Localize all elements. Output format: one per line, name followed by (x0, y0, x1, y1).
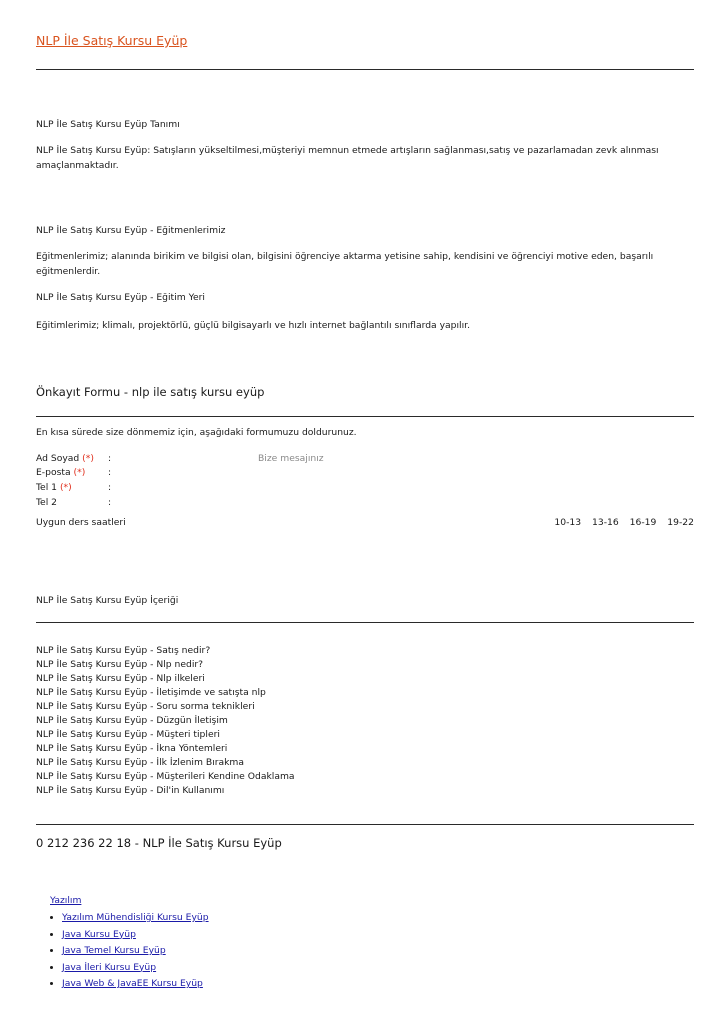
list-item: NLP İle Satış Kursu Eyüp - İlk İzlenim Bırakma (36, 757, 245, 768)
list-item (62, 976, 209, 993)
field-colon: : (108, 453, 112, 464)
field-label: Tel 2 (36, 497, 58, 508)
footer-links (50, 895, 209, 993)
list-item (62, 910, 209, 927)
footer-link[interactable]: Yazılım Mühendisliği Kursu Eyüp (62, 912, 209, 923)
trainers-body: Eğitmenlerimiz; alanında birikim ve bilgisi olan, bilgisini öğrenciye aktarma yetisine sahip, kendisini ve öğrenciyi motive eden, başarılı eğitmenlerdir. (36, 251, 654, 277)
hours-options (546, 517, 694, 528)
field-phone2-label (36, 497, 57, 508)
trainers-heading: NLP İle Satış Kursu Eyüp - Eğitmenlerimiz (36, 225, 226, 236)
list-item: NLP İle Satış Kursu Eyüp - Düzgün İletişim (36, 715, 228, 726)
field-name-label (36, 453, 94, 464)
message-textarea[interactable]: Bize mesajınız (258, 453, 324, 464)
footer-category-link[interactable]: Yazılım (50, 895, 82, 906)
field-colon: : (108, 467, 112, 478)
divider (36, 824, 694, 825)
list-item: NLP İle Satış Kursu Eyüp - Müşteri tipleri (36, 729, 220, 740)
footer-link[interactable]: Java Web & JavaEE Kursu Eyüp (62, 978, 203, 989)
hours-label: Uygun ders saatleri (36, 517, 126, 528)
form-intro: En kısa sürede size dönmemiz için, aşağıdaki formumuzu doldurunuz. (36, 427, 357, 438)
field-email-label (36, 467, 85, 478)
divider (36, 622, 694, 623)
list-item: NLP İle Satış Kursu Eyüp - İkna Yöntemleri (36, 743, 228, 754)
page-title-link[interactable]: NLP İle Satış Kursu Eyüp (36, 33, 188, 48)
venue-heading: NLP İle Satış Kursu Eyüp - Eğitim Yeri (36, 292, 205, 303)
list-item: NLP İle Satış Kursu Eyüp - İletişimde ve satışta nlp (36, 687, 266, 698)
field-phone1-label (36, 482, 72, 493)
required-marker: (*) (73, 467, 86, 478)
contents-heading: NLP İle Satış Kursu Eyüp İçeriği (36, 595, 179, 606)
list-item: NLP İle Satış Kursu Eyüp - Dil'in Kullanımı (36, 785, 225, 796)
hour-option[interactable]: 10-13 (554, 517, 582, 528)
hour-option[interactable]: 19-22 (667, 517, 694, 528)
contents-list (36, 644, 295, 798)
intro-heading: NLP İle Satış Kursu Eyüp Tanımı (36, 119, 180, 130)
form-heading: Önkayıt Formu - nlp ile satış kursu eyüp (36, 385, 265, 399)
list-item: NLP İle Satış Kursu Eyüp - Müşterileri Kendine Odaklama (36, 771, 295, 782)
divider (36, 416, 694, 417)
intro-body: NLP İle Satış Kursu Eyüp: Satışların yükseltilmesi,müşteriyi memnun etmede artışların sağlanması,satış ve pazarlamadan zevk alınması amaçlanmaktadır. (36, 145, 659, 171)
footer-link[interactable]: Java Kursu Eyüp (62, 928, 136, 940)
list-item: NLP İle Satış Kursu Eyüp - Soru sorma teknikleri (36, 701, 255, 712)
field-label: Ad Soyad (36, 453, 80, 464)
required-marker: (*) (82, 453, 94, 464)
footer-link[interactable]: Java İleri Kursu Eyüp (62, 961, 157, 973)
list-item: NLP İle Satış Kursu Eyüp - Nlp ilkeleri (36, 673, 205, 684)
list-item (62, 927, 209, 944)
field-label: Tel 1 (36, 482, 58, 493)
venue-body: Eğitimlerimiz; klimalı, projektörlü, güçlü bilgisayarlı ve hızlı internet bağlantılı sınıflarda yapılır. (36, 320, 470, 331)
hour-option[interactable]: 16-19 (629, 517, 657, 528)
divider (36, 69, 694, 70)
contact-line: 0 212 236 22 18 - NLP İle Satış Kursu Eyüp (36, 836, 282, 850)
list-item (62, 960, 209, 977)
field-colon: : (108, 497, 112, 508)
required-marker: (*) (59, 482, 72, 493)
list-item (62, 943, 209, 960)
hour-option[interactable]: 13-16 (592, 517, 619, 528)
list-item: NLP İle Satış Kursu Eyüp - Nlp nedir? (36, 659, 204, 670)
footer-link[interactable]: Java Temel Kursu Eyüp (62, 945, 166, 956)
field-colon: : (108, 482, 112, 493)
list-item: NLP İle Satış Kursu Eyüp - Satış nedir? (36, 645, 211, 656)
field-label: E-posta (36, 467, 71, 478)
